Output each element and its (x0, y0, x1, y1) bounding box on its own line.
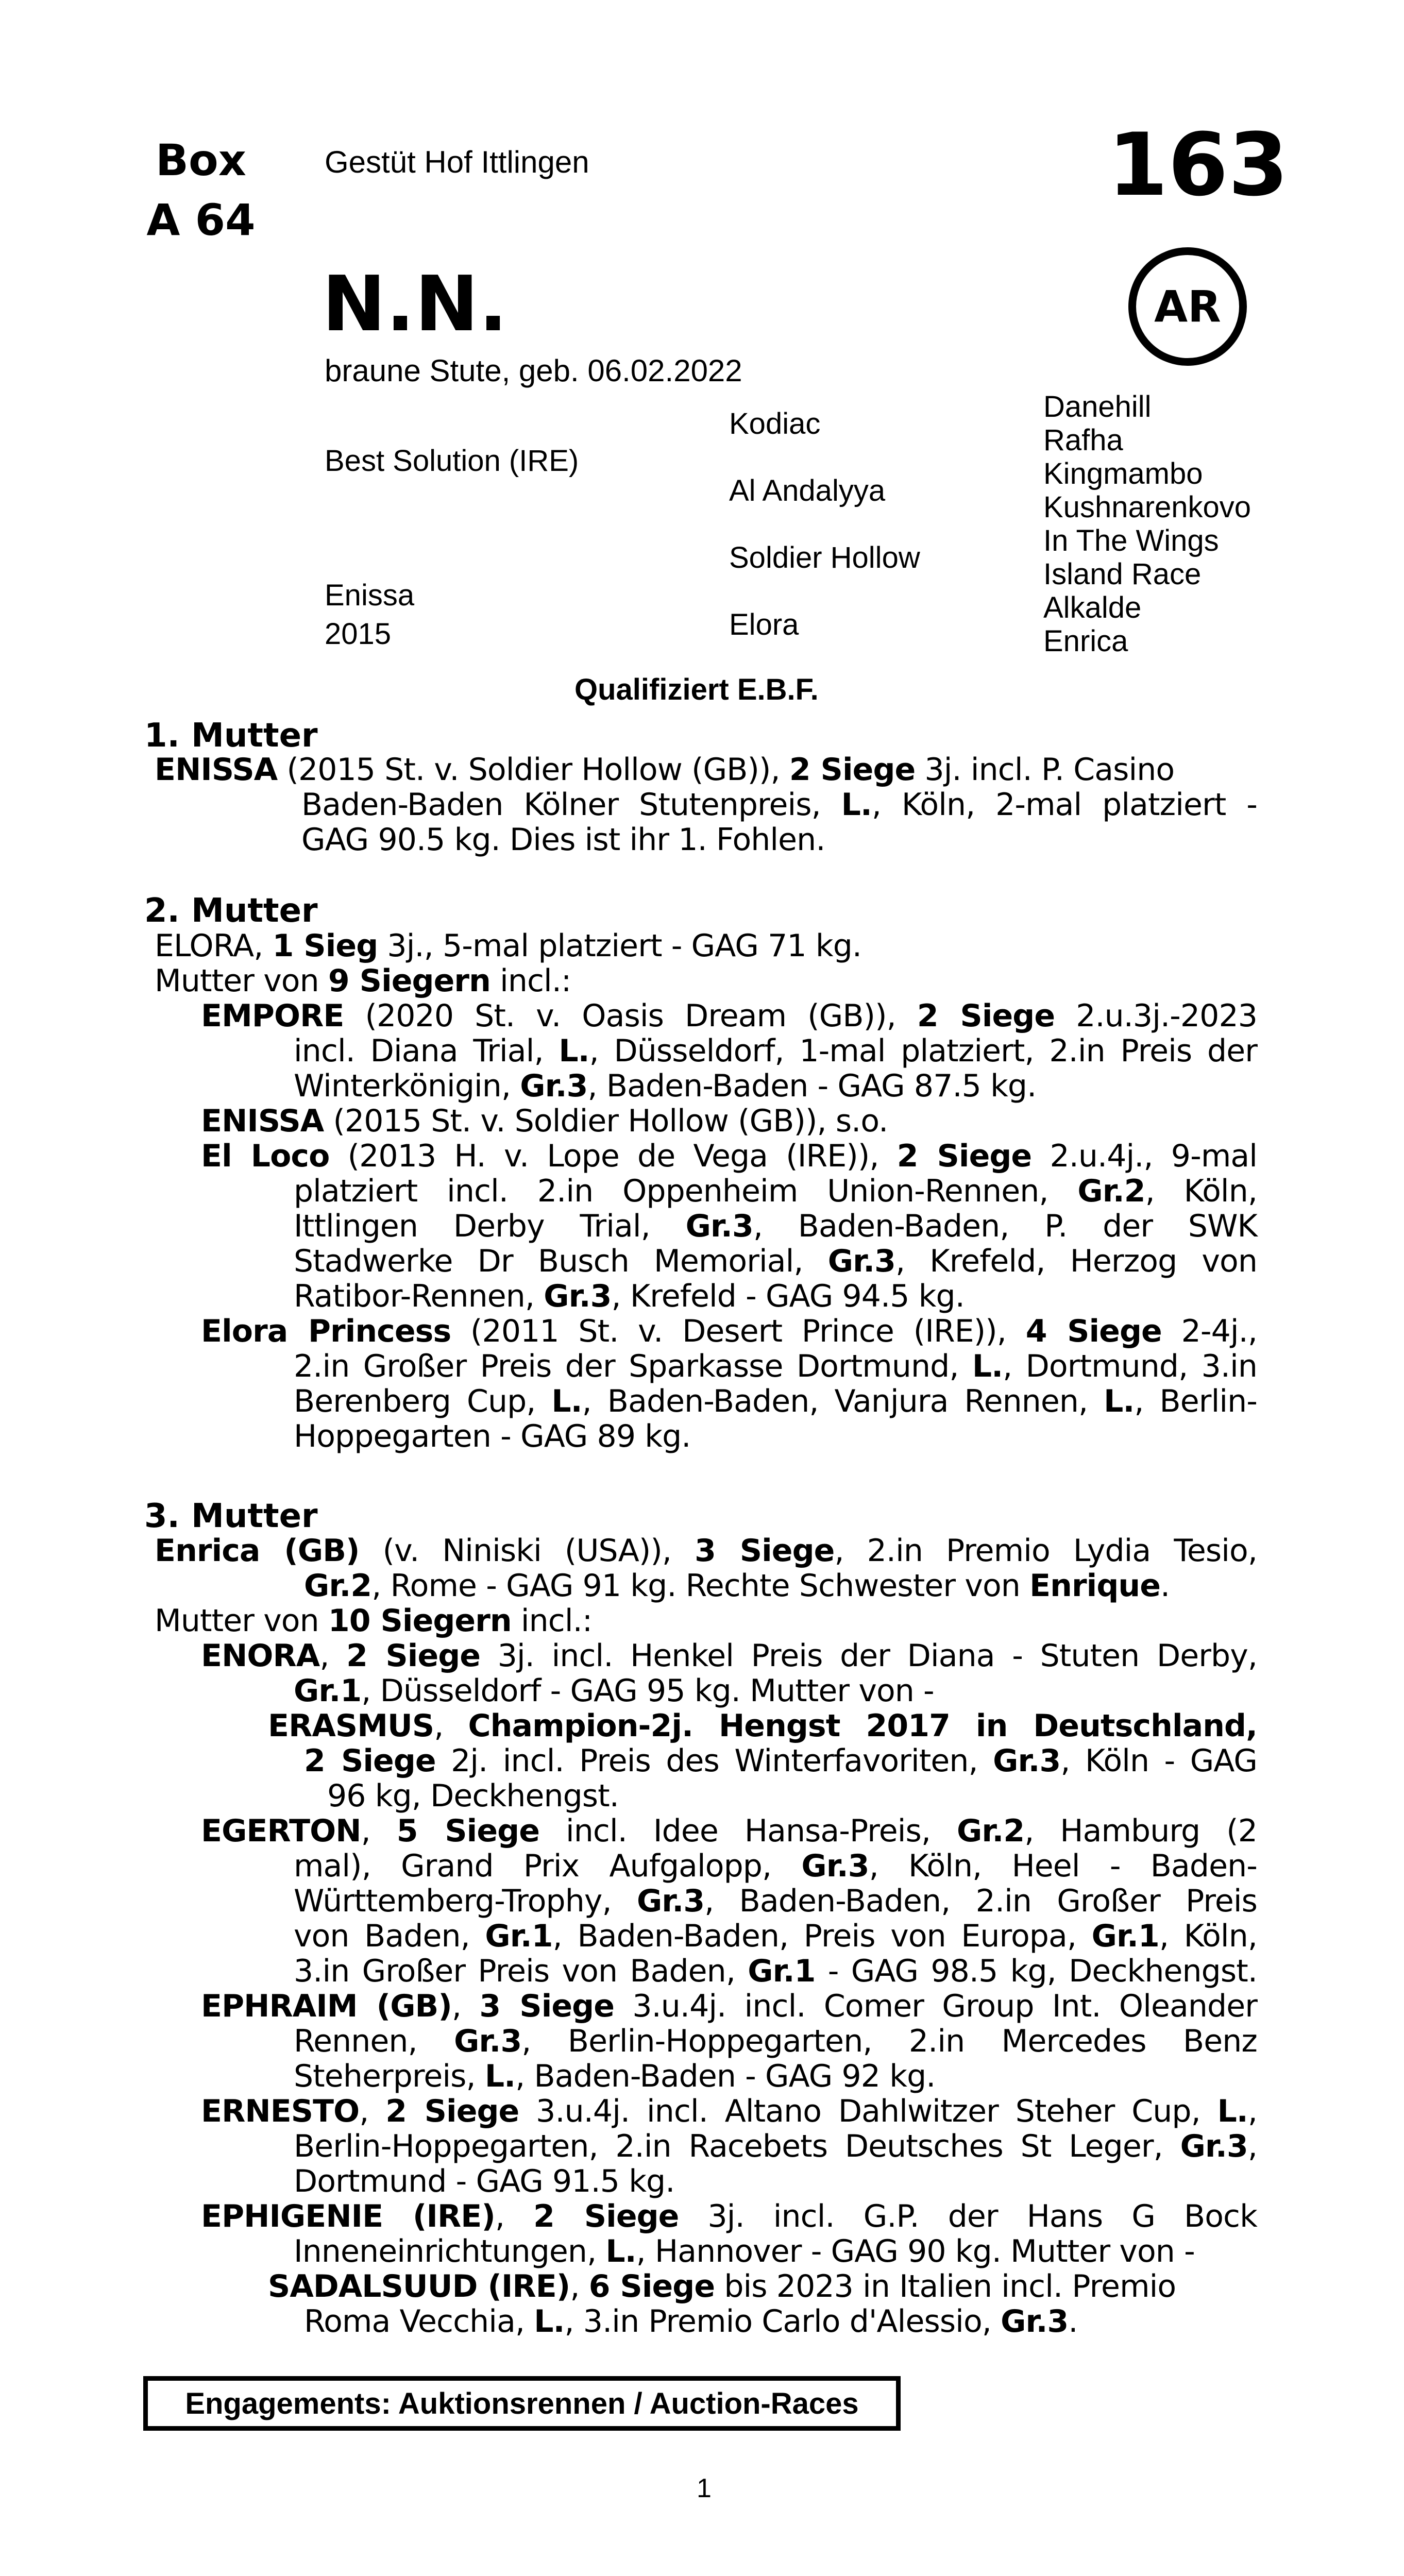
bold-segment: ERASMUS (268, 1708, 434, 1744)
text-segment: , Hamburg (2 (1024, 1813, 1257, 1849)
text-segment: , (495, 2198, 534, 2234)
bold-segment: Gr.1 (1091, 1918, 1159, 1954)
text-segment: , Krefeld, Herzog von (895, 1243, 1257, 1279)
entry-ephraim (201, 1989, 1257, 2094)
text-segment: 3j. incl. P. Casino (915, 752, 1175, 788)
text-line (294, 1884, 1257, 1919)
pedigree-sire: Best Solution (IRE) (325, 444, 579, 478)
bold-segment: 2 Siege (346, 1638, 481, 1674)
bold-segment: Gr.3 (636, 1883, 705, 1919)
text-line (201, 1139, 1257, 1174)
bold-segment: 10 Siegern (328, 1603, 512, 1639)
engagements-box (143, 2376, 901, 2431)
text-line (294, 2234, 1257, 2269)
text-segment: Ittlingen Derby Trial, (294, 1208, 686, 1244)
text-segment: incl.: (511, 1603, 593, 1639)
text-line (201, 998, 1257, 1033)
bold-segment: Gr.3 (827, 1243, 895, 1279)
text-segment: Dortmund - GAG 91.5 kg. (294, 2163, 675, 2199)
ar-badge-label: AR (1154, 281, 1221, 332)
pedigree-gen3-item: Kingmambo (1043, 457, 1203, 490)
text-line (294, 1174, 1257, 1209)
text-segment: incl. Idee Hansa-Preis, (539, 1813, 957, 1849)
bold-segment: EPHRAIM (GB) (201, 1988, 452, 2024)
text-segment: Steherpreis, (294, 2058, 485, 2094)
text-line (294, 1209, 1257, 1244)
bold-segment: 2 Siege (896, 1138, 1032, 1174)
text-segment: , Köln, (1145, 1173, 1257, 1209)
text-segment: GAG 90.5 kg. Dies ist ihr 1. Fohlen. (301, 822, 825, 858)
bold-segment: ENISSA (201, 1103, 324, 1139)
text-segment: , (570, 2268, 589, 2304)
text-line (155, 963, 1257, 998)
text-segment: platziert incl. 2.in Oppenheim Union-Rennen, (294, 1173, 1078, 1209)
text-segment: (2011 St. v. Desert Prince (IRE)), (451, 1313, 1026, 1349)
bold-segment: EGERTON (201, 1813, 361, 1849)
text-segment: , Düsseldorf - GAG 95 kg. Mutter von - (361, 1673, 934, 1709)
text-line (201, 1638, 1257, 1673)
bold-segment: L. (484, 2058, 516, 2094)
text-segment: . (1068, 2303, 1078, 2340)
text-segment: (v. Niniski (USA)), (359, 1533, 695, 1569)
bold-segment: Gr.3 (685, 1208, 753, 1244)
entry-erasmus (268, 1708, 1257, 1814)
text-segment: , Baden-Baden, Vanjura Rennen, (582, 1383, 1104, 1419)
section-heading-mutter3: 3. Mutter (144, 1497, 318, 1535)
text-segment: 3.in Großer Preis von Baden, (294, 1953, 748, 1989)
text-segment: mal), Grand Prix Aufgalopp, (294, 1848, 802, 1884)
entry-enissa (155, 752, 1257, 857)
bold-segment: Elora Princess (201, 1313, 451, 1349)
text-segment: Berenberg Cup, (294, 1383, 552, 1419)
text-segment: , Düsseldorf, 1-mal platziert, 2.in Preis der (589, 1033, 1257, 1069)
bold-segment: EPHIGENIE (IRE) (201, 2198, 495, 2234)
bold-segment: Champion-2j. Hengst 2017 in Deutschland, (468, 1708, 1257, 1744)
text-line (294, 2059, 1257, 2094)
pedigree-gen3-item: Island Race (1043, 557, 1202, 591)
text-segment: , Baden-Baden, Preis von Europa, (552, 1918, 1092, 1954)
text-segment: , Köln, 2-mal platziert - (871, 787, 1257, 823)
text-line (294, 1384, 1257, 1419)
text-segment: , Berlin-Hoppegarten, 2.in Mercedes Benz (521, 2023, 1257, 2059)
lot-number: 163 (1108, 114, 1289, 215)
text-segment: Hoppegarten - GAG 89 kg. (294, 1418, 691, 1454)
qualification-note: Qualifiziert E.B.F. (574, 673, 819, 706)
text-segment: Roma Vecchia, (304, 2303, 534, 2340)
text-segment: 2.in Großer Preis der Sparkasse Dortmund, (294, 1348, 972, 1384)
text-line (294, 1419, 1257, 1454)
text-segment: , Köln, Heel - Baden- (869, 1848, 1257, 1884)
text-segment: (2020 St. v. Oasis Dream (GB)), (344, 998, 917, 1034)
bold-segment: Gr.1 (748, 1953, 816, 1989)
entry-mutter3-intro (155, 1603, 1257, 1638)
entry-ephigenie (201, 2199, 1257, 2269)
text-segment: , Köln, (1159, 1918, 1257, 1954)
text-segment: 3j. incl. G.P. der Hans G Bock (679, 2198, 1257, 2234)
bold-segment: Gr.1 (294, 1673, 362, 1709)
text-segment: bis 2023 in Italien incl. Premio (715, 2268, 1176, 2304)
text-segment: , Baden-Baden, P. der SWK (753, 1208, 1257, 1244)
bold-segment: 2 Siege (789, 752, 916, 788)
pedigree-gen2-item: Al Andalyya (729, 474, 886, 507)
pedigree-gen3-item: Enrica (1043, 624, 1128, 658)
text-segment: ELORA, (155, 928, 273, 964)
text-segment: Württemberg-Trophy, (294, 1883, 637, 1919)
text-line (155, 1603, 1257, 1638)
bold-segment: L. (551, 1383, 582, 1419)
bold-segment: 1 Sieg (272, 928, 378, 964)
bold-segment: ENISSA (155, 752, 278, 788)
text-segment: (2015 St. v. Soldier Hollow (GB)), (277, 752, 789, 788)
text-line (294, 1033, 1257, 1069)
bold-segment: L. (841, 787, 872, 823)
text-line (301, 822, 1257, 857)
text-segment: Baden-Baden Kölner Stutenpreis, (301, 787, 841, 823)
bold-segment: Gr.3 (1001, 2303, 1069, 2340)
text-segment: , (319, 1638, 347, 1674)
text-segment: 2.u.4j., 9-mal (1031, 1138, 1258, 1174)
text-segment: , Baden-Baden, 2.in Großer Preis (704, 1883, 1257, 1919)
text-segment: 3.u.4j. incl. Altano Dahlwitzer Steher Cup, (519, 2093, 1217, 2129)
bold-segment: ENORA (201, 1638, 320, 1674)
entry-empore (201, 998, 1257, 1104)
horse-name: N.N. (322, 260, 508, 348)
text-segment: , (434, 1708, 468, 1744)
text-segment: incl.: (490, 963, 571, 999)
text-segment: , (1247, 2093, 1257, 2129)
bold-segment: 3 Siege (479, 1988, 615, 2024)
ar-badge (1128, 247, 1247, 366)
text-line (327, 1778, 1257, 1814)
bold-segment: El Loco (201, 1138, 330, 1174)
text-segment: , Berlin- (1134, 1383, 1257, 1419)
text-line (294, 1919, 1257, 1954)
text-line (155, 1533, 1257, 1568)
text-segment: 2.u.3j.-2023 (1055, 998, 1257, 1034)
text-segment: , (359, 2093, 386, 2129)
bold-segment: 2 Siege (385, 2093, 519, 2129)
text-segment: , Baden-Baden - GAG 87.5 kg. (587, 1068, 1037, 1104)
text-segment: Inneneinrichtungen, (294, 2233, 606, 2269)
bold-segment: Gr.2 (957, 1813, 1025, 1849)
pedigree-gen2-item: Elora (729, 608, 799, 641)
pedigree-gen3-item: Kushnarenkovo (1043, 490, 1251, 524)
bold-segment: Gr.3 (544, 1278, 612, 1314)
pedigree-dam: Enissa (325, 579, 415, 612)
section-heading-mutter2: 2. Mutter (144, 892, 318, 930)
bold-segment: Enrique (1029, 1568, 1160, 1604)
bold-segment: L. (559, 1033, 589, 1069)
breeder-name: Gestüt Hof Ittlingen (325, 145, 589, 179)
bold-segment: L. (534, 2303, 565, 2340)
text-segment: Rennen, (294, 2023, 454, 2059)
bold-segment: Gr.2 (304, 1568, 372, 1604)
entry-ernesto (201, 2094, 1257, 2199)
text-segment: , Baden-Baden - GAG 92 kg. (515, 2058, 936, 2094)
horse-description: braune Stute, geb. 06.02.2022 (325, 353, 742, 388)
bold-segment: 2 Siege (917, 998, 1055, 1034)
text-segment: 96 kg, Deckhengst. (327, 1778, 619, 1814)
text-segment: , Hannover - GAG 90 kg. Mutter von - (636, 2233, 1195, 2269)
bold-segment: Gr.3 (801, 1848, 869, 1884)
text-segment: . (1160, 1568, 1170, 1604)
pedigree-gen2-item: Soldier Hollow (729, 541, 920, 574)
text-segment: 3j., 5-mal platziert - GAG 71 kg. (378, 928, 862, 964)
bold-segment: L. (1217, 2093, 1248, 2129)
bold-segment: EMPORE (201, 998, 344, 1034)
box-number: A 64 (146, 195, 256, 245)
text-line (155, 752, 1257, 787)
text-line (201, 1104, 1257, 1139)
section-heading-mutter1: 1. Mutter (144, 717, 318, 755)
text-line (268, 1708, 1257, 1743)
text-segment: , (1247, 2128, 1257, 2164)
bold-segment: Enrica (GB) (155, 1533, 360, 1569)
box-label: Box (156, 135, 246, 185)
bold-segment: L. (1104, 1383, 1135, 1419)
text-segment: , Rome - GAG 91 kg. Rechte Schwester von (371, 1568, 1030, 1604)
bold-segment: 9 Siegern (328, 963, 490, 999)
text-line (294, 1849, 1257, 1884)
text-line (301, 787, 1257, 822)
text-line (304, 1743, 1257, 1778)
bold-segment: L. (972, 1348, 1003, 1384)
text-segment: 3j. incl. Henkel Preis der Diana - Stuten Derby, (480, 1638, 1257, 1674)
text-segment: - GAG 98.5 kg, Deckhengst. (815, 1953, 1257, 1989)
text-segment: (2013 H. v. Lope de Vega (IRE)), (329, 1138, 897, 1174)
text-line (268, 2269, 1257, 2304)
entry-elora (155, 928, 1257, 998)
bold-segment: 2 Siege (304, 1743, 436, 1779)
entry-enora (201, 1638, 1257, 1708)
bold-segment: Gr.1 (485, 1918, 553, 1954)
text-segment: Berlin-Hoppegarten, 2.in Racebets Deutsches St Leger, (294, 2128, 1180, 2164)
bold-segment: 5 Siege (396, 1813, 539, 1849)
text-segment: , 3.in Premio Carlo d'Alessio, (564, 2303, 1001, 2340)
text-segment: von Baden, (294, 1918, 485, 1954)
text-line (304, 2304, 1257, 2339)
text-segment: Stadwerke Dr Busch Memorial, (294, 1243, 828, 1279)
entry-sadalsuud (268, 2269, 1257, 2339)
entry-el-loco (201, 1139, 1257, 1314)
bold-segment: L. (605, 2233, 636, 2269)
text-line (294, 2024, 1257, 2059)
entry-enrica (155, 1533, 1257, 1603)
text-segment: Mutter von (155, 1603, 328, 1639)
entry-elora-princess (201, 1314, 1257, 1454)
pedigree-gen3-item: Danehill (1043, 390, 1152, 423)
pedigree-gen3-item: In The Wings (1043, 524, 1219, 557)
text-segment: , (361, 1813, 397, 1849)
text-line (294, 1244, 1257, 1279)
text-line (294, 2129, 1257, 2164)
bold-segment: Gr.2 (1077, 1173, 1145, 1209)
entry-enissa-sibling (201, 1104, 1257, 1139)
text-segment: , Köln - GAG (1060, 1743, 1257, 1779)
text-line (294, 1069, 1257, 1104)
text-line (155, 928, 1257, 963)
bold-segment: Gr.3 (454, 2023, 522, 2059)
bold-segment: Gr.3 (993, 1743, 1061, 1779)
pedigree-gen3-item: Alkalde (1043, 591, 1142, 624)
text-line (304, 1568, 1257, 1603)
text-line (201, 2094, 1257, 2129)
pedigree-gen3-item: Rafha (1043, 423, 1123, 457)
text-segment: , Dortmund, 3.in (1003, 1348, 1257, 1384)
text-segment: , Krefeld - GAG 94.5 kg. (611, 1278, 965, 1314)
text-line (294, 1279, 1257, 1314)
bold-segment: Gr.3 (1180, 2128, 1248, 2164)
text-segment: 3.u.4j. incl. Comer Group Int. Oleander (614, 1988, 1257, 2024)
bold-segment: SADALSUUD (IRE) (268, 2268, 570, 2304)
text-line (201, 1314, 1257, 1349)
text-segment: Winterkönigin, (294, 1068, 520, 1104)
engagements-label: Engagements: Auktionsrennen / Auction-Races (185, 2386, 859, 2420)
text-segment: , 2.in Premio Lydia Tesio, (834, 1533, 1258, 1569)
pedigree-dam-year: 2015 (325, 617, 392, 651)
text-segment: 2-4j., (1161, 1313, 1258, 1349)
page-number: 1 (697, 2473, 712, 2503)
text-line (294, 1673, 1257, 1708)
text-segment: incl. Diana Trial, (294, 1033, 559, 1069)
bold-segment: 4 Siege (1025, 1313, 1162, 1349)
pedigree-gen2-item: Kodiac (729, 407, 821, 440)
text-line (201, 1989, 1257, 2024)
text-line (201, 1814, 1257, 1849)
text-segment: Ratibor-Rennen, (294, 1278, 544, 1314)
text-line (294, 2164, 1257, 2199)
text-line (294, 1349, 1257, 1384)
text-segment: Mutter von (155, 963, 328, 999)
bold-segment: 3 Siege (695, 1533, 835, 1569)
bold-segment: 2 Siege (533, 2198, 679, 2234)
text-segment: 2j. incl. Preis des Winterfavoriten, (435, 1743, 993, 1779)
bold-segment: Gr.3 (520, 1068, 588, 1104)
text-line (294, 1954, 1257, 1989)
bold-segment: 6 Siege (588, 2268, 715, 2304)
bold-segment: ERNESTO (201, 2093, 360, 2129)
text-segment: , (451, 1988, 480, 2024)
entry-egerton (201, 1814, 1257, 1989)
text-segment: (2015 St. v. Soldier Hollow (GB)), s.o. (324, 1103, 888, 1139)
text-line (201, 2199, 1257, 2234)
